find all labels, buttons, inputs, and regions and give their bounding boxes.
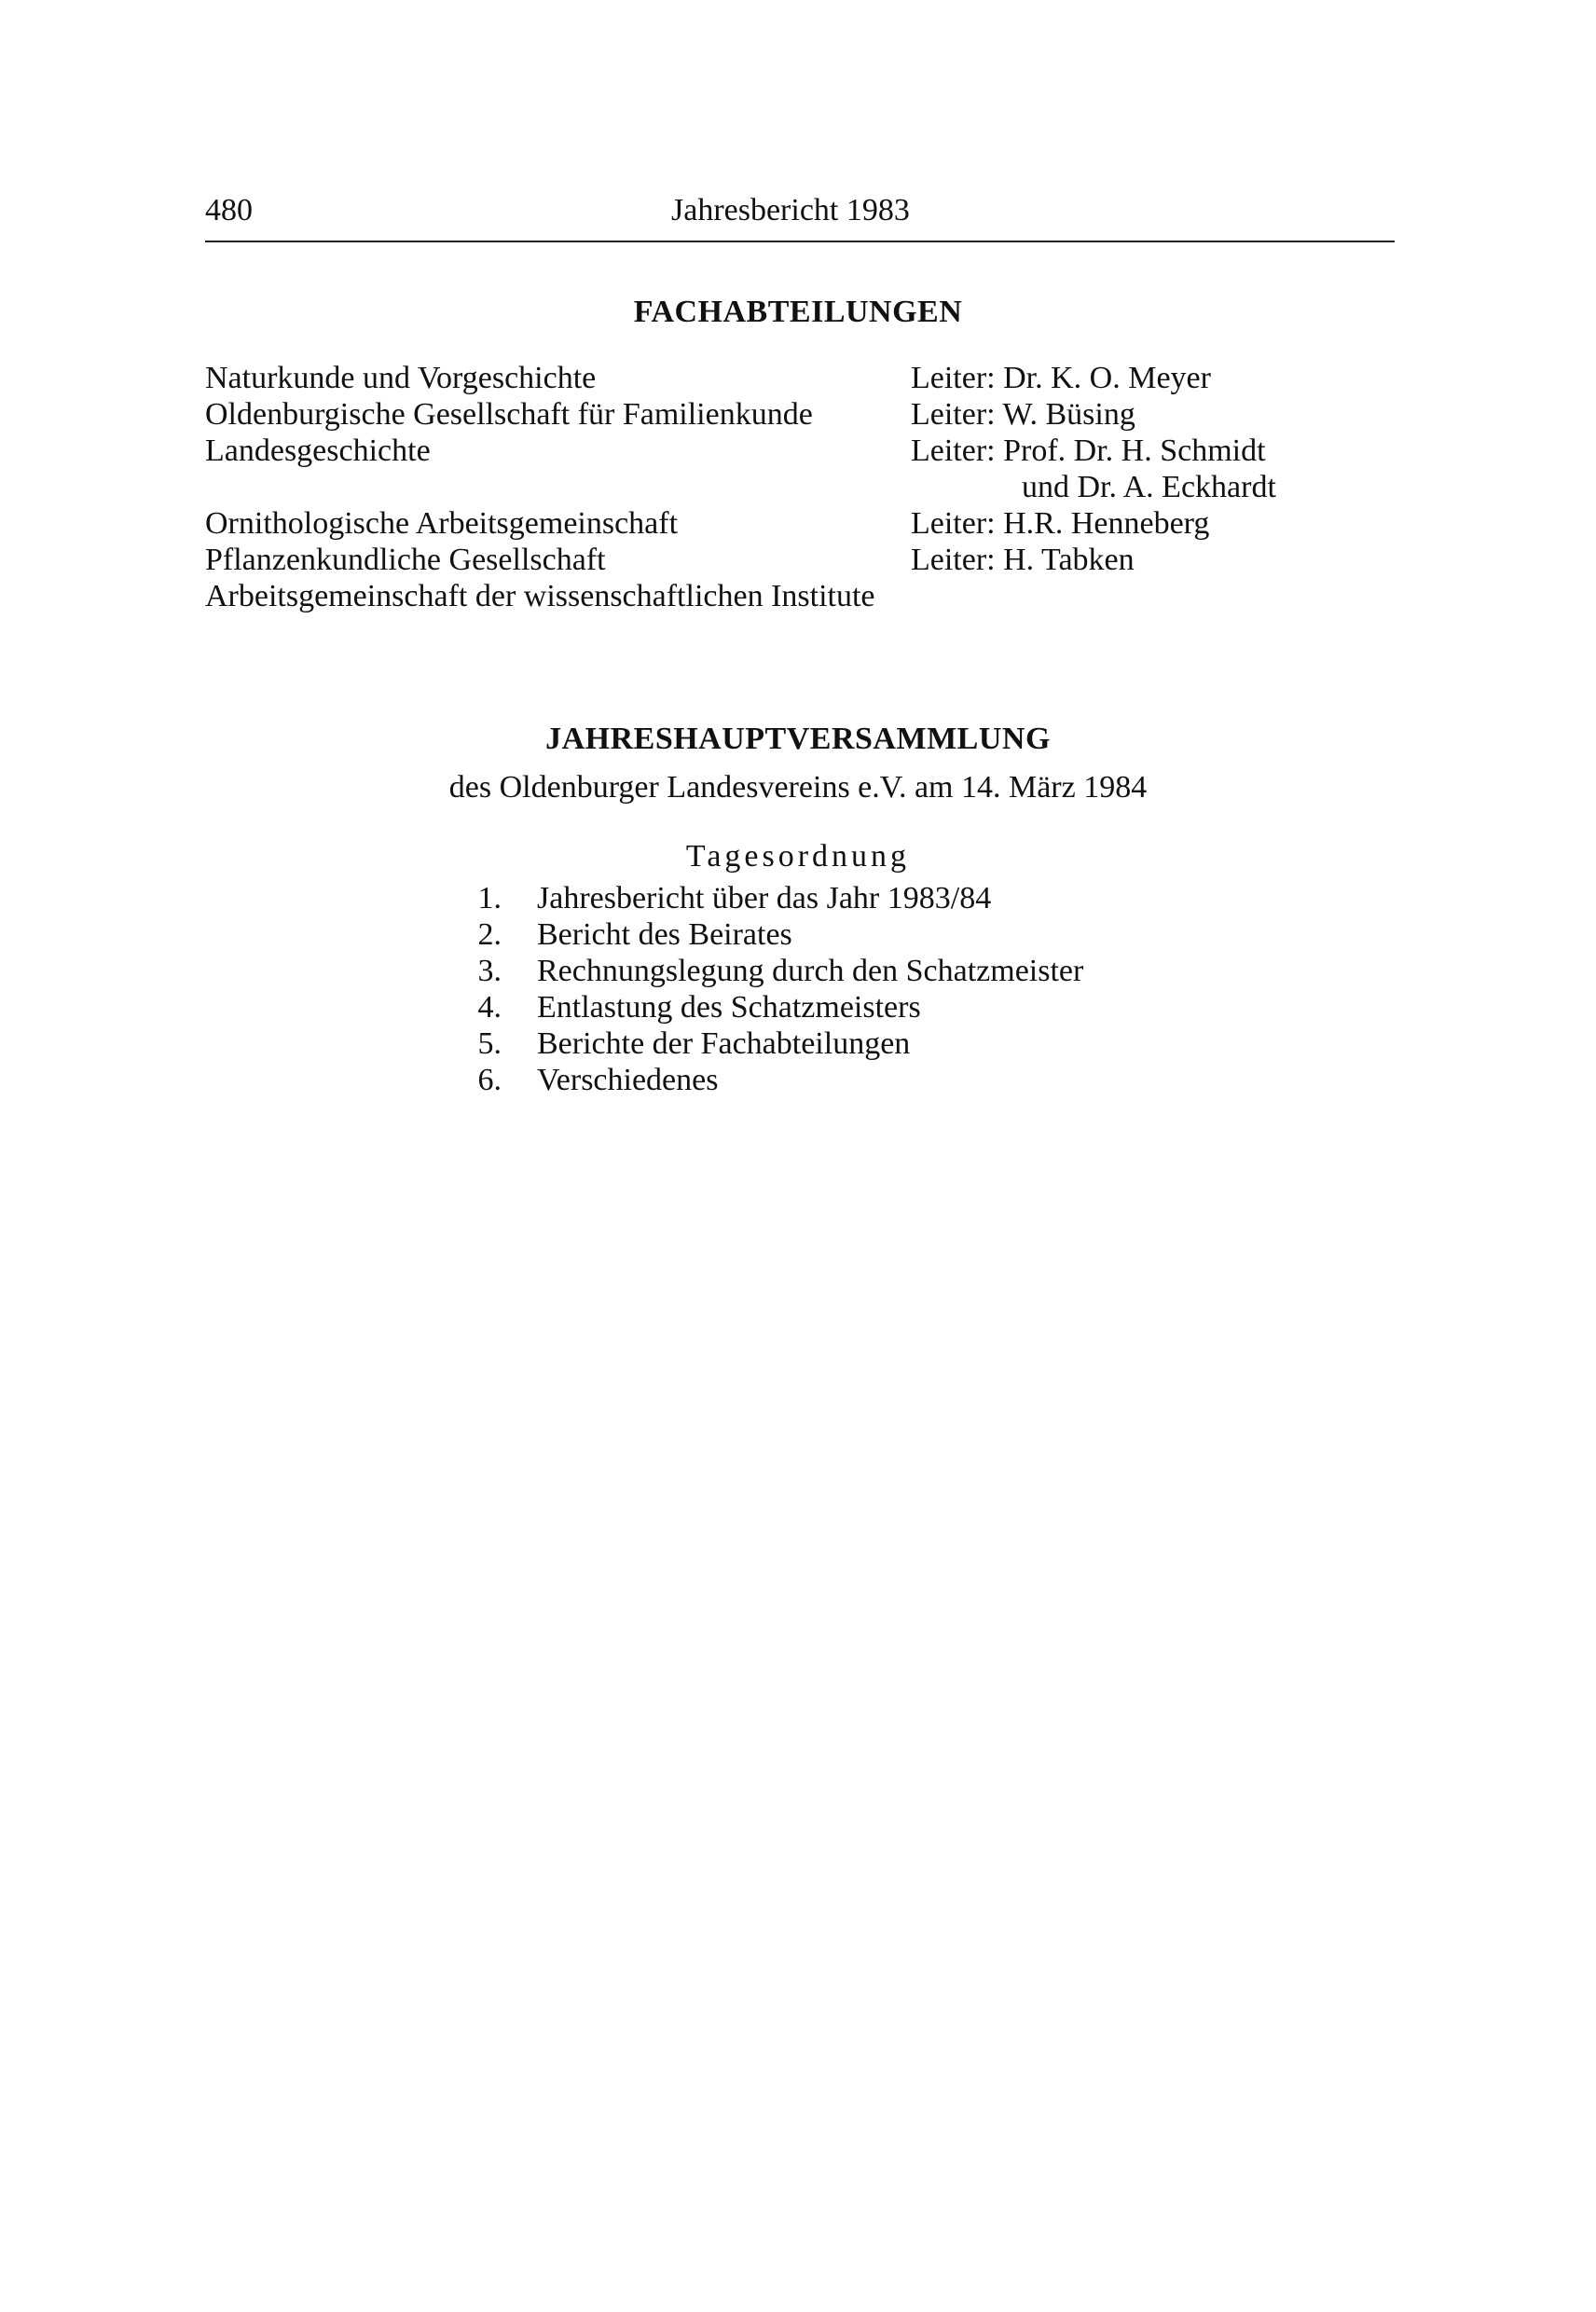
agenda-item-number: 6. xyxy=(477,1063,502,1097)
department-row xyxy=(205,542,1395,578)
department-row xyxy=(205,360,1395,396)
department-leader: Leiter: H.R. Henneberg xyxy=(911,506,1210,541)
agenda-title: Tagesordnung xyxy=(685,839,911,874)
agenda-item-text: Verschiedenes xyxy=(537,1063,719,1097)
jahreshauptversammlung-heading: JAHRESHAUPTVERSAMMLUNG xyxy=(545,722,1051,756)
agenda-item-number: 5. xyxy=(477,1026,502,1061)
page-number: 480 xyxy=(205,193,253,227)
agenda-item-text: Jahresbericht über das Jahr 1983/84 xyxy=(537,881,992,915)
department-name: Ornithologische Arbeitsgemeinschaft xyxy=(205,506,679,541)
department-leader: Leiter: H. Tabken xyxy=(911,543,1135,577)
agenda-item-number: 2. xyxy=(477,917,502,952)
department-leader-continuation: und Dr. A. Eckhardt xyxy=(1022,470,1276,504)
department-row xyxy=(205,505,1395,542)
department-leader: Leiter: W. Büsing xyxy=(911,397,1135,432)
department-row xyxy=(205,433,1395,469)
department-row xyxy=(205,396,1395,433)
agenda-item-number: 3. xyxy=(477,954,502,988)
meeting-subtitle: des Oldenburger Landesvereins e.V. am 14. März 1984 xyxy=(448,770,1148,805)
agenda-item-text: Entlastung des Schatzmeisters xyxy=(537,990,921,1025)
department-name: Arbeitsgemeinschaft der wissenschaftlichen Institute xyxy=(205,579,875,613)
department-row xyxy=(205,578,1395,614)
agenda-item-number: 4. xyxy=(477,990,502,1025)
department-leader: Leiter: Dr. K. O. Meyer xyxy=(911,361,1211,395)
department-leader: Leiter: Prof. Dr. H. Schmidt xyxy=(911,434,1266,468)
agenda-item-number: 1. xyxy=(477,881,502,915)
departments-list xyxy=(205,360,1395,614)
department-row xyxy=(205,469,1395,505)
department-name: Pflanzenkundliche Gesellschaft xyxy=(205,543,606,577)
department-name: Landesgeschichte xyxy=(205,434,431,468)
department-name: Oldenburgische Gesellschaft für Familienkunde xyxy=(205,397,813,432)
running-title: Jahresbericht 1983 xyxy=(671,193,910,227)
running-header xyxy=(205,192,1395,242)
agenda-item-text: Bericht des Beirates xyxy=(537,917,792,952)
department-name: Naturkunde und Vorgeschichte xyxy=(205,361,597,395)
agenda-item-text: Rechnungslegung durch den Schatzmeister xyxy=(537,954,1084,988)
fachabteilungen-heading: FACHABTEILUNGEN xyxy=(633,295,963,329)
agenda-item-text: Berichte der Fachabteilungen xyxy=(537,1026,911,1061)
